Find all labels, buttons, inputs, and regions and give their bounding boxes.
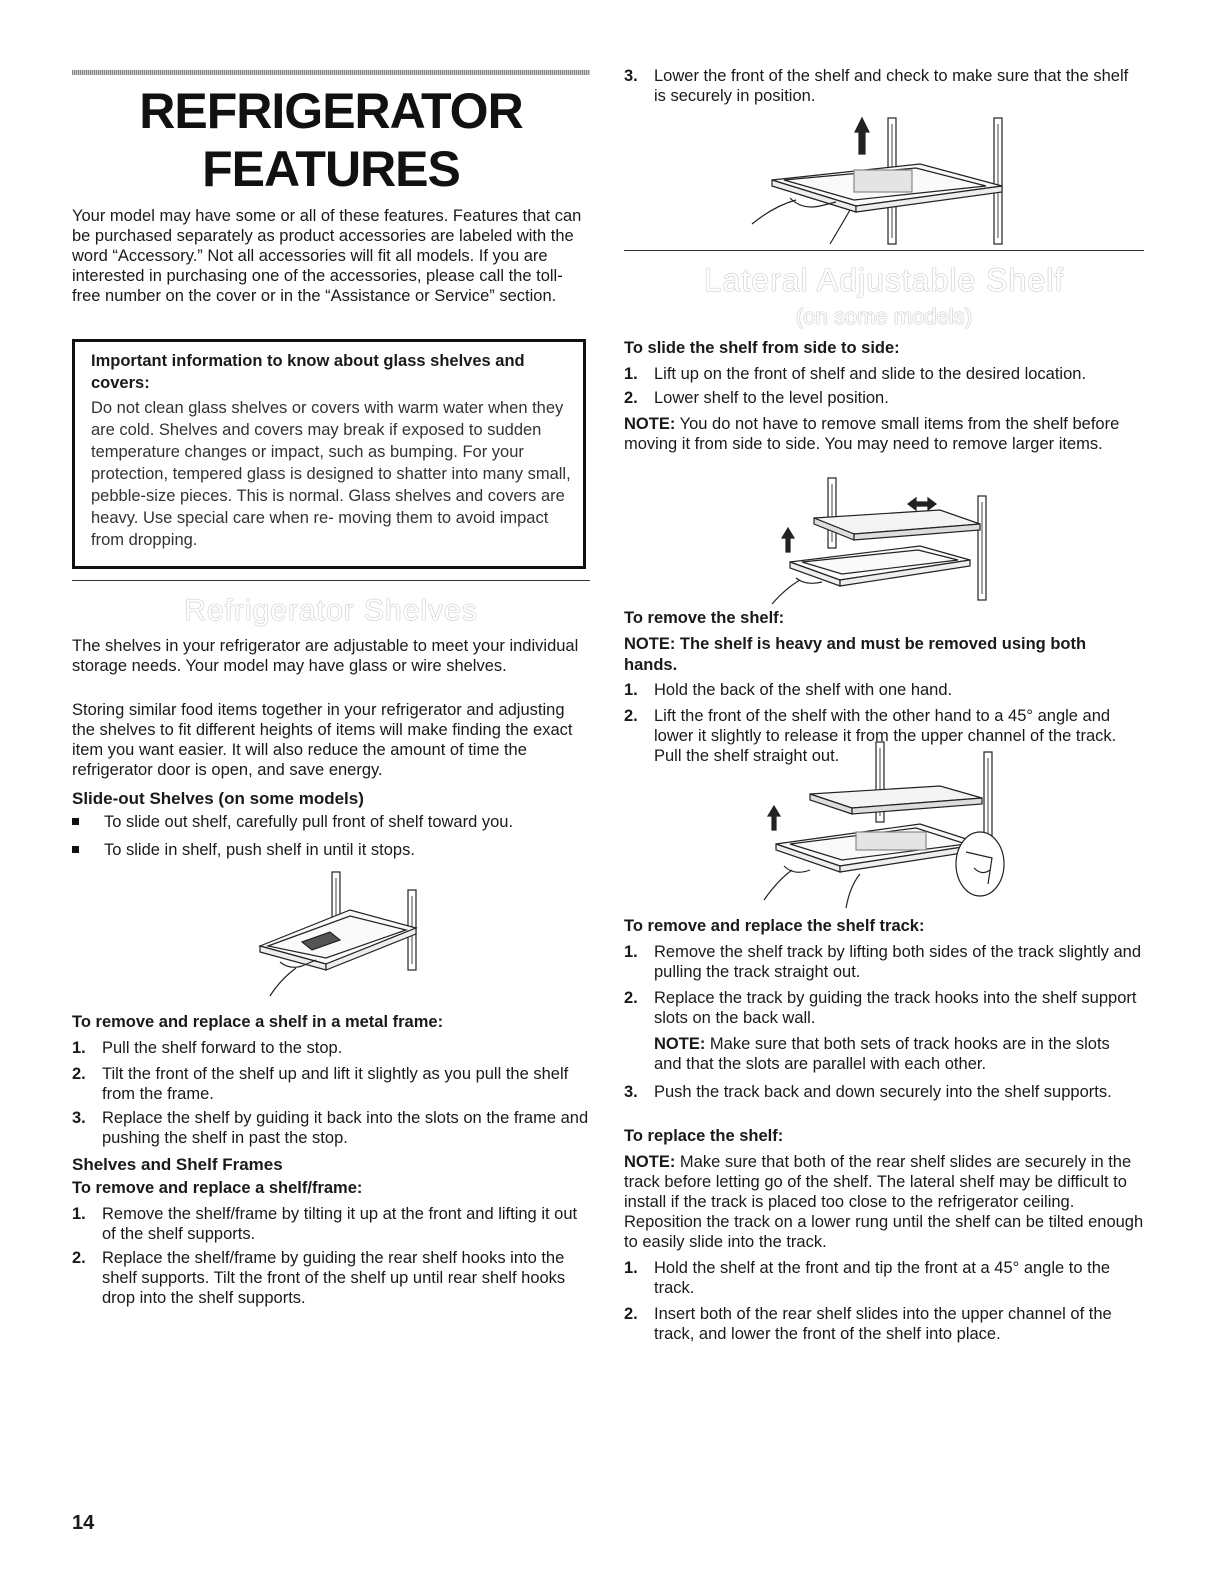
lateral-note: NOTE: You do not have to remove small items from the shelf before moving it from side to side. You may need to remove larger items. bbox=[624, 415, 1120, 453]
shelves-and-frames-heading: Shelves and Shelf Frames bbox=[72, 1155, 283, 1174]
bullet-square-icon bbox=[72, 846, 79, 853]
list-item: 3. Lower the front of the shelf and check to make sure that the shelf is securely in position. bbox=[624, 67, 1129, 105]
list-item: 3. Replace the shelf by guiding it back into the slots on the frame and pushing the shelf in past the stop. bbox=[72, 1109, 589, 1147]
intro-paragraph: Your model may have some or all of these features. Features that can be purchased separately as product accessories are labeled with the word “Accessory.” Not all accessories will fit all models. If you are interested in purchasing one of the accessories, please call the toll-free number on the cover or in the “Assistance or Service” section. bbox=[72, 207, 582, 305]
remove-shelf-illustration bbox=[760, 740, 1010, 910]
section-divider bbox=[624, 250, 1144, 251]
list-item: 1. Remove the shelf/frame by tilting it up at the front and lifting it out of the shelf supports. bbox=[72, 1205, 578, 1243]
bullet-item: To slide out shelf, carefully pull front of shelf toward you. bbox=[72, 812, 590, 832]
remove-track-heading: To remove and replace the shelf track: bbox=[624, 917, 925, 935]
list-item: 2. Replace the shelf/frame by guiding the rear shelf hooks into the shelf supports. Tilt the front of the shelf up until rear shelf hooks drop into the shelf supports. bbox=[72, 1249, 566, 1307]
list-item: 2. Replace the track by guiding the track hooks into the shelf support slots on the back wall. bbox=[624, 989, 1137, 1027]
page-title: REFRIGERATOR FEATURES bbox=[139, 83, 523, 197]
slide-side-to-side-heading: To slide the shelf from side to side: bbox=[624, 339, 900, 357]
list-item: 1. Hold the back of the shelf with one hand. bbox=[624, 681, 953, 699]
bullet-item: To slide in shelf, push shelf in until it stops. bbox=[72, 840, 590, 860]
title-rule bbox=[72, 70, 590, 75]
important-box-title: Important information to know about glass shelves and covers: bbox=[91, 352, 525, 392]
shelves-paragraph-1: The shelves in your refrigerator are adjustable to meet your individual storage needs. Your model may have glass or wire shelves. bbox=[72, 637, 579, 675]
list-item: 1. Hold the shelf at the front and tip the front at a 45° angle to the track. bbox=[624, 1259, 1111, 1297]
list-item: 2. Tilt the front of the shelf up and lift it slightly as you pull the shelf from the frame. bbox=[72, 1065, 569, 1103]
slide-out-shelves-heading: Slide-out Shelves (on some models) bbox=[72, 789, 364, 808]
lateral-shelf-subheading: (on some models) bbox=[795, 304, 973, 329]
bullet-square-icon bbox=[72, 818, 79, 825]
page-number: 14 bbox=[72, 1512, 95, 1534]
list-item: 2. Insert both of the rear shelf slides into the upper channel of the track, and lower the front of the shelf into place. bbox=[624, 1305, 1112, 1343]
section-divider bbox=[72, 580, 590, 581]
refrigerator-shelves-heading: Refrigerator Shelves bbox=[184, 594, 478, 627]
list-item: 2. Lift the front of the shelf with the other hand to a 45° angle and lower it slightly to release it from the upper channel of the track. Pull the shelf straight out. bbox=[624, 707, 1117, 765]
replace-shelf-note: NOTE: Make sure that both of the rear shelf slides are securely in the track before letting go of the shelf. The lateral shelf may be difficult to install if the track is placed too close to the refrigerator ceiling. Reposition the track on a lower rung until the shelf can be tilted enough to easily slide into the track. bbox=[624, 1153, 1144, 1251]
track-note: NOTE: Make sure that both sets of track hooks are in the slots and that the slots are parallel with each other. bbox=[654, 1035, 1110, 1073]
lateral-slide-illustration bbox=[770, 476, 1000, 606]
list-item: 2. Lower shelf to the level position. bbox=[624, 389, 889, 407]
important-info-box bbox=[72, 339, 586, 569]
metal-frame-heading: To remove and replace a shelf in a metal frame: bbox=[72, 1013, 444, 1031]
lateral-shelf-heading: Lateral Adjustable Shelf bbox=[703, 262, 1065, 298]
list-item: 3. Push the track back and down securely into the shelf supports. bbox=[624, 1083, 1112, 1101]
shelf-position-illustration bbox=[750, 114, 1020, 246]
shelf-frame-subheading: To remove and replace a shelf/frame: bbox=[72, 1179, 363, 1197]
slide-out-shelf-illustration bbox=[240, 870, 430, 998]
list-item: 1. Lift up on the front of shelf and slide to the desired location. bbox=[624, 365, 1087, 383]
important-box-body: Do not clean glass shelves or covers with warm water when they are cold. Shelves and covers may break if exposed to sudden temperature changes or impact, such as bumping. For your protection, tempered glass is designed to shatter into many small, pebble-size pieces. This is normal. Glass shelves and covers are heavy. Use special care when re- moving them to avoid impact from dropping. bbox=[91, 399, 571, 549]
shelves-paragraph-2: Storing similar food items together in your refrigerator and adjusting the shelves to fit different heights of items will make finding the exact item you want easier. It will also reduce the amount of time the refrigerator door is open, and save energy. bbox=[72, 701, 573, 779]
remove-shelf-note: NOTE: The shelf is heavy and must be removed using both hands. bbox=[624, 635, 1087, 674]
list-item: 1. Remove the shelf track by lifting both sides of the track slightly and pulling the track straight out. bbox=[624, 943, 1141, 981]
remove-shelf-heading: To remove the shelf: bbox=[624, 609, 785, 627]
list-item: 1. Pull the shelf forward to the stop. bbox=[72, 1039, 343, 1057]
replace-shelf-heading: To replace the shelf: bbox=[624, 1127, 784, 1145]
